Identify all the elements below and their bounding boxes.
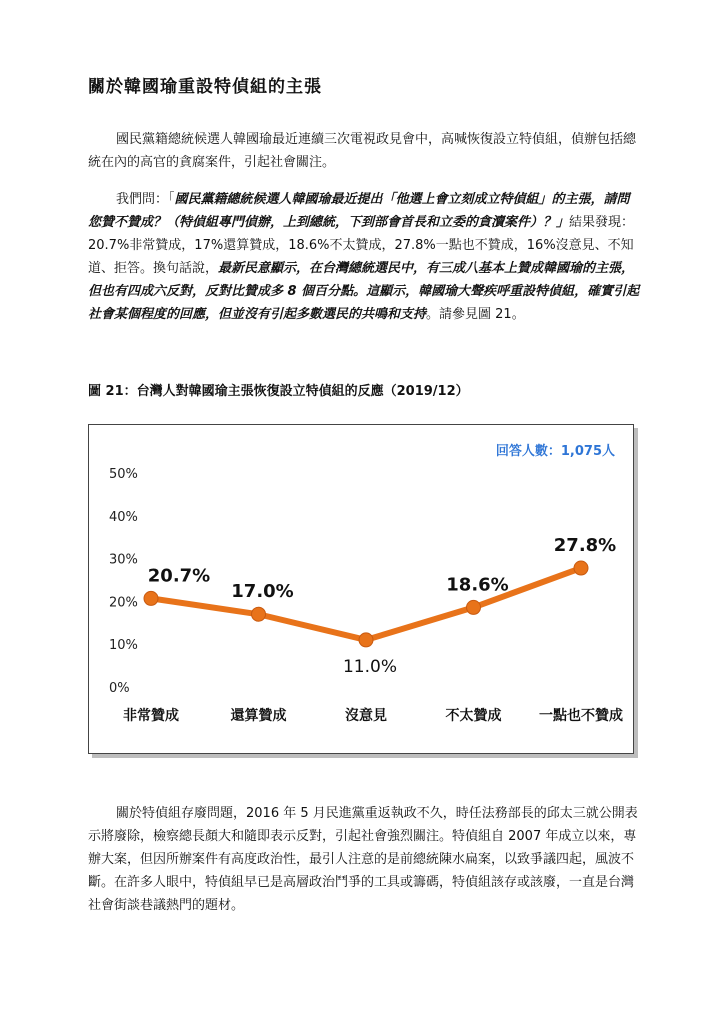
data-label: 18.6% xyxy=(446,574,509,596)
y-tick-label: 0% xyxy=(109,681,130,696)
y-tick-label: 10% xyxy=(109,638,138,654)
x-category-label: 不太贊成 xyxy=(445,708,502,724)
intro-paragraph: 國民黨籍總統候選人韓國瑜最近連續三次電視政見會中，高喊恢復設立特偵組，偵辦包括總統在內的高官的貪腐案件，引起社會關注。 xyxy=(88,132,637,170)
data-point xyxy=(467,600,481,614)
data-point xyxy=(574,561,588,575)
y-tick-label: 50% xyxy=(109,467,138,482)
data-label: 11.0% xyxy=(342,656,398,677)
data-label: 27.8% xyxy=(553,535,617,557)
figure-caption: 圖 21：台灣人對韓國瑜主張恢復設立特偵組的反應（2019/12） xyxy=(88,384,469,399)
data-label: 20.7% xyxy=(147,565,211,587)
y-tick-label: 30% xyxy=(109,552,138,568)
x-category-label: 一點也不贊成 xyxy=(539,708,623,724)
chart-frame xyxy=(88,424,634,754)
x-category-label: 非常贊成 xyxy=(123,708,179,724)
series-polyline xyxy=(151,568,581,640)
survey-results: 結果發現：20.7%非常贊成，17%還算贊成，18.6%不太贊成，27.8%一點也不贊成，16%沒意見、不知道、拒答。換句話說， xyxy=(88,215,635,276)
y-tick-label: 20% xyxy=(109,595,138,611)
survey-question: 國民黨籍總統候選人韓國瑜最近提出「他選上會立刻成立特偵組」的主張，請問您贊不贊成？（特偵組專門偵辦，上到總統，下到部會首長和立委的貪瀆案件）？」 xyxy=(88,192,630,230)
survey-paragraph xyxy=(88,188,640,326)
x-axis xyxy=(123,707,623,724)
y-tick-label: 40% xyxy=(109,509,138,525)
respondent-count-annotation: 回答人數：1,075人 xyxy=(495,444,615,459)
data-point xyxy=(252,607,266,621)
survey-tail: 。請參見圖 21。 xyxy=(426,307,525,322)
data-label: 17.0% xyxy=(231,581,294,603)
section-title: 關於韓國瑜重設特偵組的主張 xyxy=(88,77,322,97)
line-chart xyxy=(89,425,633,753)
series-line xyxy=(144,535,616,677)
survey-emphasis: 最新民意顯示，在台灣總統選民中，有三成八基本上贊成韓國瑜的主張，但也有四成六反對，反對比贊成多 8 個百分點。這顯示，韓國瑜大聲疾呼重設特偵組，確實引起社會某個程度的回應，但並沒有引起多數選民的共鳴和支持 xyxy=(88,261,640,322)
question-lead: 我們問：「 xyxy=(116,192,175,207)
y-axis xyxy=(109,467,138,696)
x-category-label: 沒意見 xyxy=(345,708,387,724)
x-category-label: 還算贊成 xyxy=(230,708,287,724)
data-point xyxy=(144,591,158,605)
data-point xyxy=(359,633,373,647)
background-paragraph: 關於特偵組存廢問題，2016 年 5 月民進黨重返執政不久，時任法務部長的邱太三就公開表示將廢除，檢察總長顏大和隨即表示反對，引起社會強烈關注。特偵組自 2007 年成立以來，專辦大案，但因所辦案件有高度政治性，最引人注意的是前總統陳水扁案，以致爭議四起，風波不斷。在許多人眼中，特偵組早已是高層政治鬥爭的工具或籌碼，特偵組該存或該廢，一直是台灣社會街談巷議熱門的題材。 xyxy=(88,806,638,913)
